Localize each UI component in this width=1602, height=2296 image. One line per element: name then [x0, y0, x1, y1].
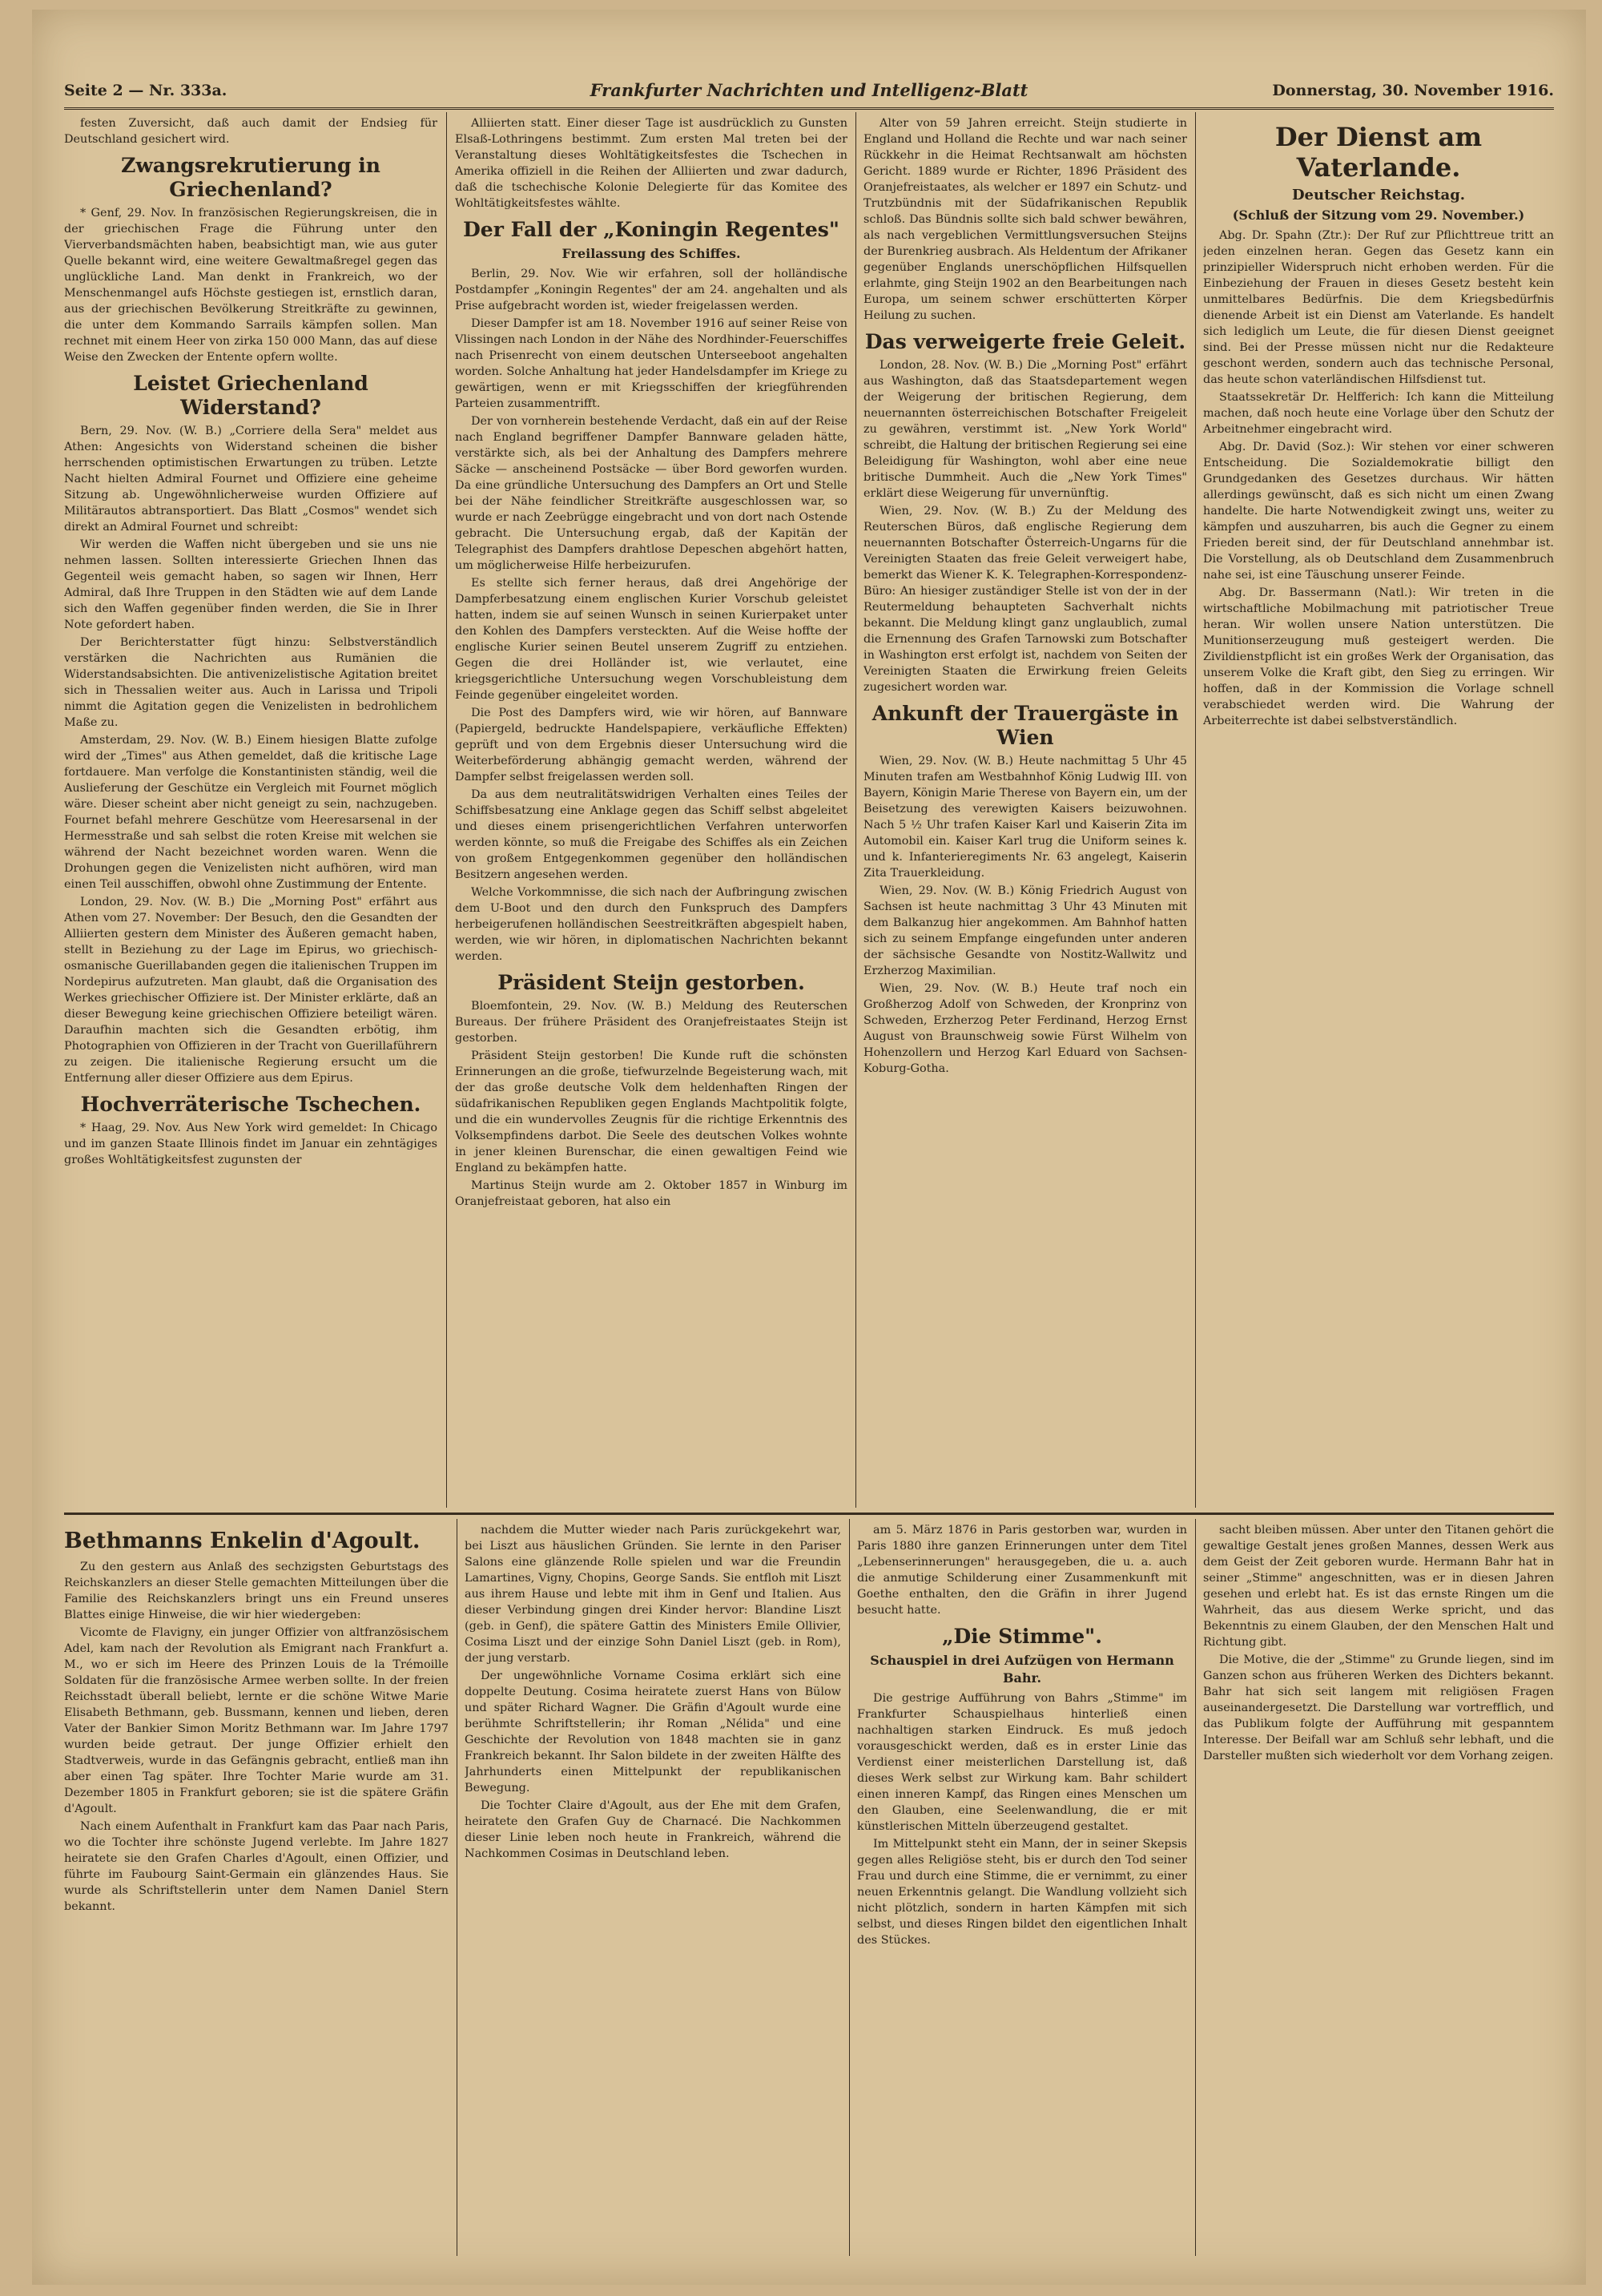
article-text: Die Tochter Claire d'Agoult, aus der Ehe mit dem Grafen, heiratete den Grafen Guy de Charnacé. Die Nachkommen dieser Linie leben noch heute in Frankreich, während die Nachkommen Cosimas in Deutschland leben.: [465, 1799, 841, 1860]
article-text: Die Post des Dampfers wird, wie wir hören, auf Bannware (Papiergeld, bedruckte Handelspapiere, verkäufliche Effekten) geprüft und von dem Ergebnis dieser Untersuchung wird die Weiterbeförderung abhängig gemacht werden, während der Dampfer selbst freigelassen werden soll.: [455, 707, 847, 783]
column-rule: [855, 112, 856, 1508]
article-headline: Zwangsrekrutierung in Griechenland?: [121, 154, 380, 201]
article-text: sacht bleiben müssen. Aber unter den Titanen gehört die gewaltige Gestalt jenes großen Mannes, dessen Werk aus dem Geist der Zeit geboren wurde. Hermann Bahr hat in seiner „Stimme" angeschnitten, was er in diesen Jahren gesehen und erlebt hat. Es ist das ernste Ringen um die Wahrheit, das aus diesem Werke spricht, und das Bekenntnis zu einem Glauben, der den Menschen Halt und Richtung gibt.: [1203, 1524, 1554, 1649]
article-subheadline: Deutscher Reichstag.: [1291, 187, 1466, 203]
article-text: Der Berichterstatter fügt hinzu: Selbstverständlich verstärken die Nachrichten aus Rumänien die Widerstandsabsichten. Die antivenizelistische Agitation breitet sich in Thessalien weiter aus. Auch in Larissa und Tripoli nimmt die Agitation gegen die Venizelisten in bedrohlichem Maße zu.: [64, 636, 437, 729]
article-text: Wien, 29. Nov. (W. B.) König Friedrich August von Sachsen ist heute nachmittag 3 Uhr 43 Minuten mit dem Balkanzug hier angekommen. Am Bahnhof hatten sich zu seinem Empfange eingefunden unter anderen der sächsische Gesandte von Nostitz-Wallwitz und Erzherzog Maximilian.: [863, 884, 1187, 977]
article-text: Abg. Dr. David (Soz.): Wir stehen vor einer schweren Entscheidung. Die Sozialdemokratie billigt den Grundgedanken des Gesetzes durchaus. Wir hätten allerdings gewünscht, daß es sich nicht um einen Zwang handelte. Die harte Notwendigkeit zwingt uns, weiter zu kämpfen und auszuharren, bis auch die Gegner zu einem Frieden bereit sind, der für Deutschland annehmbar ist. Die Vorstellung, als ob Deutschland dem Zusammenbruch nahe sei, ist eine Täuschung unserer Feinde.: [1203, 441, 1554, 582]
column-4: [1203, 115, 1554, 1508]
article-text: Da aus dem neutralitätswidrigen Verhalten eines Teiles der Schiffsbesatzung eine Anklage gegen das Schiff selbst abgeleitet und dieses einem prisengerichtlichen Verfahren unterworfen werden könnte, so muß die Freigabe des Schiffes als ein Zeichen von großem Entgegenkommen gegenüber den holländischen Besitzern angesehen werden.: [455, 788, 847, 881]
article-text: Abg. Dr. Bassermann (Natl.): Wir treten in die wirtschaftliche Mobilmachung mit patriotischer Treue heran. Wir wollen unsere Nation unterstützen. Die Munitionserzeugung muß gesteigert werden. Die Zivildienstpflicht ist ein großes Werk der Organisation, das unserem Volke die Kraft gibt, den Sieg zu erringen. Wir hoffen, daß in der Kommission die Vorlage schnell verabschiedet werden wird. Die Wahrung der Arbeiterrechte ist dabei selbstverständlich.: [1203, 586, 1554, 727]
article-text: festen Zuversicht, daß auch damit der Endsieg für Deutschland gesichert wird.: [64, 117, 437, 146]
article-text: Vicomte de Flavigny, ein junger Offizier von altfranzösischem Adel, kam nach der Revolution als Emigrant nach Frankfurt a. M., wo er sich im Heere des Prinzen Louis de la Trémoille Soldaten für die französische Armee werben sollte. In der freien Reichsstadt überall beliebt, lernte er die schöne Witwe Marie Elisabeth Bethmann, geb. Bussmann, kennen und lieben, deren Vater der Bankier Simon Moritz Bethmann war. Im Jahre 1797 wurden beide getraut. Der junge Offizier erhielt den Stadtverweis, wurde in das Gefängnis gebracht, entließ man ihn aber einen Tag später. Ihre Tochter Marie wurde am 31. Dezember 1805 in Frankfurt geboren; sie ist die spätere Gräfin d'Agoult.: [64, 1626, 449, 1815]
article-text: Der von vornherein bestehende Verdacht, daß ein auf der Reise nach England begriffener Dampfer Bannware geladen hätte, verstärkte sich, als bei der Anhaltung des Dampfers mehrere Säcke — anscheinend Postsäcke — über Bord geworfen wurden. Da eine gründliche Untersuchung des Dampfers an Ort und Stelle bei der Nähe feindlicher Streitkräfte ausgeschlossen war, so wurde er nach Zeebrügge eingebracht und von dort nach Ostende gebracht. Die Untersuchung ergab, daß der Kapitän der Telegraphist des Dampfers drahtlose Depeschen abgehört hatten, um möglicherweise Hilfe herbeizurufen.: [455, 415, 847, 572]
column-2: [455, 115, 847, 1508]
article-subheadline: (Schluß der Sitzung vom 29. November.): [1232, 207, 1525, 223]
page-number: Seite 2 — Nr. 333a.: [64, 82, 227, 99]
page-header: [64, 77, 1554, 110]
article-headline: Der Fall der „Koningin Regentes": [463, 218, 839, 241]
article-subheadline: Freilassung des Schiffes.: [562, 246, 741, 261]
column-1: [64, 115, 437, 1508]
article-text: Martinus Steijn wurde am 2. Oktober 1857 in Winburg im Oranjefreistaat geboren, hat also ein: [455, 1179, 847, 1208]
article-text: nachdem die Mutter wieder nach Paris zurückgekehrt war, bei Liszt aus häuslichen Gründen. Sie lernte in den Pariser Salons eine glänzende Rolle spielen und war die Freundin Lamartines, Vigny, Chopins, George Sands. Sie entfloh mit Liszt aus ihrem Hause und lebte mit ihm in Genf und Italien. Aus dieser Verbindung gingen drei Kinder hervor: Blandine Liszt (geb. in Genf), die spätere Gattin des Ministers Emile Ollivier, Cosima Liszt und der einzige Sohn Daniel Liszt (geb. in Rom), der jung verstarb.: [465, 1524, 841, 1665]
article-headline: „Die Stimme".: [942, 1625, 1102, 1648]
article-headline: Präsident Steijn gestorben.: [497, 971, 805, 994]
article-text: Wien, 29. Nov. (W. B.) Heute traf noch ein Großherzog Adolf von Schweden, der Kronprinz von Schweden, Erzherzog Peter Ferdinand, Herzog Ernst August von Braunschweig sowie Fürst Wilhelm von Hohenzollern und Herzog Karl Eduard von Sachsen-Koburg-Gotha.: [863, 982, 1187, 1075]
article-text: London, 28. Nov. (W. B.) Die „Morning Post" erfährt aus Washington, daß das Staatsdepartement wegen der Weigerung der britischen Regierung, dem neuernannten österreichischen Botschafter Freigeleit zu gewähren, verstimmt ist. „New York World" schreibt, die Haltung der britischen Regierung sei eine Beleidigung für Washington, wohl aber eine neue britische Dummheit. Auch die „New York Times" erklärt diese Weigerung für unvernünftig.: [863, 359, 1187, 500]
article-headline: Der Dienst am Vaterlande.: [1274, 122, 1483, 183]
article-text: Bern, 29. Nov. (W. B.) „Corriere della Sera" meldet aus Athen: Angesichts von Widerstand scheinen die bisher herrschenden optimistischen Erwartungen zu trüben. Letzte Nacht hielten Admiral Fournet und Offiziere eine geheime Sitzung ab. Ungewöhnlicherweise wurden Offiziere auf Militärautos abtransportiert. Das Blatt „Cosmos" wendet sich direkt an Admiral Fournet und schreibt:: [64, 425, 437, 534]
feuilleton-rule: [64, 1513, 1554, 1515]
feuilleton-column-3: [857, 1522, 1187, 2253]
column-3: [863, 115, 1187, 1508]
column-rule: [1195, 1519, 1196, 2256]
feuilleton-column-1: [64, 1522, 449, 2253]
article-text: * Haag, 29. Nov. Aus New York wird gemeldet: In Chicago und im ganzen Staate Illinois findet im Januar ein zehntägiges großes Wohltätigkeitsfest zugunsten der: [64, 1122, 437, 1166]
article-headline: Ankunft der Trauergäste in Wien: [871, 702, 1179, 749]
article-text: Zu den gestern aus Anlaß des sechzigsten Geburtstags des Reichskanzlers an dieser Stelle gemachten Mitteilungen über die Familie des Reichskanzlers bringt uns ein Freund unseres Blattes einige Hinweise, die wir hier wiedergeben:: [64, 1561, 449, 1621]
article-text: Wien, 29. Nov. (W. B.) Zu der Meldung des Reuterschen Büros, daß englische Regierung dem neuernannten Botschafter Österreich-Ungarns für die Vereinigten Staaten das freie Geleit verweigert habe, bemerkt das Wiener K. K. Telegraphen-Korrespondenz-Büro: An hiesiger zuständiger Stelle ist von der in der Reutermeldung behaupteten Sachverhalt nichts bekannt. Die Meldung klingt ganz unglaublich, zumal die Ernennung des Grafen Tarnowski zum Botschafter in Washington erst erfolgt ist, nachdem von Seiten der Vereinigten Staaten die Erwirkung freien Geleits zugesichert worden war.: [863, 505, 1187, 694]
article-headline: Das verweigerte freie Geleit.: [864, 330, 1186, 353]
column-rule: [849, 1519, 850, 2256]
article-text: Alter von 59 Jahren erreicht. Steijn studierte in England und Holland die Rechte und war nach seiner Rückkehr in die Heimat Rechtsanwalt am höchsten Gericht. 1889 wurde er Richter, 1896 Präsident des Oranjefreistaates, als welcher er 1897 ein Schutz- und Trutzbündnis mit der Südafrikanischen Republik schloß. Das Bündnis sollte sich bald schwer bewähren, als nach vergeblichen Vermittlungsversuchen Steijns der Burenkrieg ausbrach. Als Heldentum der Afrikaner gegenüber Englands unerschöpflichen Hilfsquellen erlahmte, ging Steijn 1902 an den Bearbeitungen nach Europa, um seinem schwer erschütterten Körper Heilung zu suchen.: [863, 117, 1187, 322]
article-text: Der ungewöhnliche Vorname Cosima erklärt sich eine doppelte Deutung. Cosima heiratete zuerst Hans von Bülow und später Richard Wagner. Die Gräfin d'Agoult wurde eine berühmte Schriftstellerin; ihr Roman „Nélida" und eine Geschichte der Revolution von 1848 machten sie in ganz Frankreich bekannt. Ihr Salon bildete in der zweiten Hälfte des Jahrhunderts einen Mittelpunkt der republikanischen Bewegung.: [465, 1670, 841, 1795]
article-text: Amsterdam, 29. Nov. (W. B.) Einem hiesigen Blatte zufolge wird der „Times" aus Athen gemeldet, daß die kritische Lage fortdauere. Man verfolge die Konstantinisten ständig, weil die Auslieferung der Geschütze ein Vergleich mit Fournet möglich wäre. Dieser scheint aber nicht geneigt zu sein, nachzugeben. Fournet befahl mehrere Geschütze vom Heeresarsenal in der Hermesstraße und sah selbst die roten Kreise mit welchen sie während der Nacht bezeichnet worden waren. Wenn die Drohungen gegen die Venizelisten nicht aufhören, wird man einen Teil ausschiffen, obwohl ohne Zustimmung der Entente.: [64, 734, 437, 891]
article-headline: Leistet Griechenland Widerstand?: [133, 372, 368, 419]
article-text: Bloemfontein, 29. Nov. (W. B.) Meldung des Reuterschen Bureaus. Der frühere Präsident des Oranjefreistaates Steijn ist gestorben.: [455, 1000, 847, 1045]
article-subheadline: Schauspiel in drei Aufzügen von Hermann Bahr.: [870, 1653, 1174, 1686]
article-text: Berlin, 29. Nov. Wie wir erfahren, soll der holländische Postdampfer „Koningin Regentes" der am 24. angehalten und als Prise aufgebracht worden ist, wieder freigelassen werden.: [455, 268, 847, 312]
masthead-title: Frankfurter Nachrichten und Intelligenz-Blatt: [590, 80, 1028, 100]
article-text: Im Mittelpunkt steht ein Mann, der in seiner Skepsis gegen alles Religiöse steht, bis er durch den Tod seiner Frau und durch eine Stimme, die er vernimmt, zu einer neuen Erkenntnis gelangt. Die Wandlung vollzieht sich nicht plötzlich, sondern in harten Kämpfen mit sich selbst, und dieses Ringen bildet den eigentlichen Inhalt des Stückes.: [857, 1838, 1187, 1947]
issue-date: Donnerstag, 30. November 1916.: [1272, 82, 1554, 99]
column-rule: [1195, 112, 1196, 1508]
feuilleton-column-4: [1203, 1522, 1554, 2253]
article-text: Welche Vorkommnisse, die sich nach der Aufbringung zwischen dem U-Boot und den durch den Funkspruch des Dampfers herbeigerufenen holländischen Seestreitkräften abgespielt haben, werden, wie wir hören, in diplomatischen Nachrichten bekannt werden.: [455, 886, 847, 963]
article-text: Präsident Steijn gestorben! Die Kunde ruft die schönsten Erinnerungen an die große, tiefwurzelnde Begeisterung wach, mit der das große deutsche Volk dem heldenhaften Ringen der südafrikanischen Republiken gegen Englands Machtpolitik folgte, und die ein wundervolles Zeugnis für die richtige Erkenntnis des Volksempfindens darbot. Die Seele des deutschen Volkes wohnte in jener kleinen Burenschar, die einen gewaltigen Feind wie England zu bekämpfen hatte.: [455, 1049, 847, 1174]
article-text: London, 29. Nov. (W. B.) Die „Morning Post" erfährt aus Athen vom 27. November: Der Besuch, den die Gesandten der Alliierten gestern dem Minister des Äußeren gemacht haben, stellt in Beziehung zu der Lage im Epirus, wo griechisch-osmanische Guerillabanden gegen die italienischen Truppen im Nordepirus aufzutreten. Man glaubt, daß die Organisation des Werkes griechischer Offiziere ist. Der Minister erklärte, daß an dieser Bewegung keine griechischen Offiziere beteiligt wären. Daraufhin machten sich die Gesandten erbötig, ihm Photographien von Offizieren in der Tracht von Guerillaführern zu zeigen. Die italienische Regierung ersucht um die Entfernung aller dieser Offiziere aus dem Epirus.: [64, 896, 437, 1085]
article-text: Die gestrige Aufführung von Bahrs „Stimme" im Frankfurter Schauspielhaus hinterließ einen nachhaltigen starken Eindruck. Es muß jedoch vorausgeschickt werden, daß es in erster Linie das Verdienst einer meisterlichen Darstellung ist, daß dieses Werk selbst zur Wirkung kam. Bahr schildert einen inneren Kampf, das Ringen eines Menschen um den Glauben, eine Seelenwandlung, die er mit künstlerischen Mitteln überzeugend gestaltet.: [857, 1692, 1187, 1833]
article-headline: Bethmanns Enkelin d'Agoult.: [64, 1529, 421, 1553]
article-text: Wir werden die Waffen nicht übergeben und sie uns nie nehmen lassen. Sollten interessierte Griechen Ihnen das Gegenteil weis gemacht haben, so sagen wir Ihnen, Herr Admiral, daß Ihre Truppen in den Städten wie auf dem Lande sich den Waffen gegenüber finden werden, die Sie in Ihrer Note gefordert haben.: [64, 538, 437, 631]
article-text: Alliierten statt. Einer dieser Tage ist ausdrücklich zu Gunsten Elsaß-Lothringens bestimmt. Zum ersten Mal treten bei der Veranstaltung dieses Wohltätigkeitsfestes die Tschechen in Amerika offiziell in die Reihen der Alliierten und zwar dadurch, daß die tschechische Kolonie Delegierte für das Komitee des Wohltätigkeitsfestes wählte.: [455, 117, 847, 210]
newspaper-page: [32, 10, 1586, 2285]
article-text: Dieser Dampfer ist am 18. November 1916 auf seiner Reise von Vlissingen nach London in der Nähe des Nordhinder-Feuerschiffes nach Prisenrecht von einem deutschen Unterseeboot angehalten worden. Solche Anhaltung hat jeder Handelsdampfer im Kriege zu gewärtigen, wenn er mit Kriegsschiffen der kriegführenden Parteien zusammentrifft.: [455, 317, 847, 410]
article-headline: Hochverräterische Tschechen.: [80, 1093, 421, 1116]
article-text: Die Motive, die der „Stimme" zu Grunde liegen, sind im Ganzen schon aus früheren Werken des Dichters bekannt. Bahr hat sich seit langem mit religiösen Fragen auseinandergesetzt. Die Darstellung war vortrefflich, und das Publikum folgte der Aufführung mit gespanntem Interesse. Der Beifall war am Schluß sehr lebhaft, und die Darsteller mußten sich wiederholt vor dem Vorhang zeigen.: [1203, 1654, 1554, 1762]
article-text: * Genf, 29. Nov. In französischen Regierungskreisen, die in der griechischen Frage die Führung unter den Vierverbandsmächten haben, beabsichtigt man, wie aus guter Quelle bekannt wird, eine weitere Gewaltmaßregel gegen das unglückliche Land. Man denkt in Frankreich, wo der Menschenmangel aufs Höchste gestiegen ist, ernstlich daran, aus der griechischen Bevölkerung Streitkräfte zu gewinnen, die unter dem Kommando Sarrails kämpfen sollen. Man rechnet mit einem Heer von zirka 150 000 Mann, das auf diese Weise den Zwecken der Entente opfern wollte.: [64, 207, 437, 364]
article-text: am 5. März 1876 in Paris gestorben war, wurden in Paris 1880 ihre ganzen Erinnerungen unter dem Titel „Lebenserinnerungen" herausgegeben, die u. a. auch die anmutige Schilderung einer Zusammenkunft mit Goethe enthalten, den die Gräfin in ihrer Jugend besucht hatte.: [857, 1524, 1187, 1617]
article-text: Staatssekretär Dr. Helfferich: Ich kann die Mitteilung machen, daß noch heute eine Vorlage über den Schutz der Arbeitnehmer eingebracht wird.: [1203, 391, 1554, 436]
column-rule: [446, 112, 447, 1508]
article-text: Abg. Dr. Spahn (Ztr.): Der Ruf zur Pflichttreue tritt an jeden einzelnen heran. Gegen das Gesetz kann ein prinzipieller Widerspruch nicht erhoben werden. Für die Einbeziehung der Frauen in dieses Gesetz besteht kein unmittelbares Bedürfnis. Die dem Kriegsbedürfnis dienende Arbeit ist ein Dienst am Vaterlande. Es handelt sich lediglich um Leute, die für diesen Dienst geeignet sind. Bei der Presse müssen nicht nur die Redakteure geschont werden, sondern auch das technische Personal, das heute schon vaterländischen Hilfsdienst tut.: [1203, 229, 1554, 386]
article-text: Wien, 29. Nov. (W. B.) Heute nachmittag 5 Uhr 45 Minuten trafen am Westbahnhof König Ludwig III. von Bayern, Königin Marie Therese von Bayern ein, um der Beisetzung des verewigten Kaisers beizuwohnen. Nach 5 ½ Uhr trafen Kaiser Karl und Kaiserin Zita im Automobil ein. Kaiser Karl trug die Uniform seines k. und k. Infanterieregiments Nr. 63 angelegt, Kaiserin Zita Trauerkleidung.: [863, 755, 1187, 880]
feuilleton-column-2: [465, 1522, 841, 2253]
article-text: Nach einem Aufenthalt in Frankfurt kam das Paar nach Paris, wo die Tochter ihre schönste Jugend verlebte. Im Jahre 1827 heiratete sie den Grafen Charles d'Agoult, einen Offizier, und führte im Faubourg Saint-Germain ein glänzendes Haus. Sie wurde als Schriftstellerin unter dem Namen Daniel Stern bekannt.: [64, 1820, 449, 1913]
article-text: Es stellte sich ferner heraus, daß drei Angehörige der Dampferbesatzung einem englischen Kurier Vorschub geleistet hatten, indem sie auf seinen Wunsch in seinen Kurierpaket unter den Kohlen des Dampfers versteckten. Auf die Weise hoffte der englische Kurier seinen Beutel unserem Zugriff zu entziehen. Gegen die drei Holländer ist, wie verlautet, eine kriegsgerichtliche Untersuchung wegen Vorschubleistung dem Feinde gegenüber eingeleitet worden.: [455, 577, 847, 702]
